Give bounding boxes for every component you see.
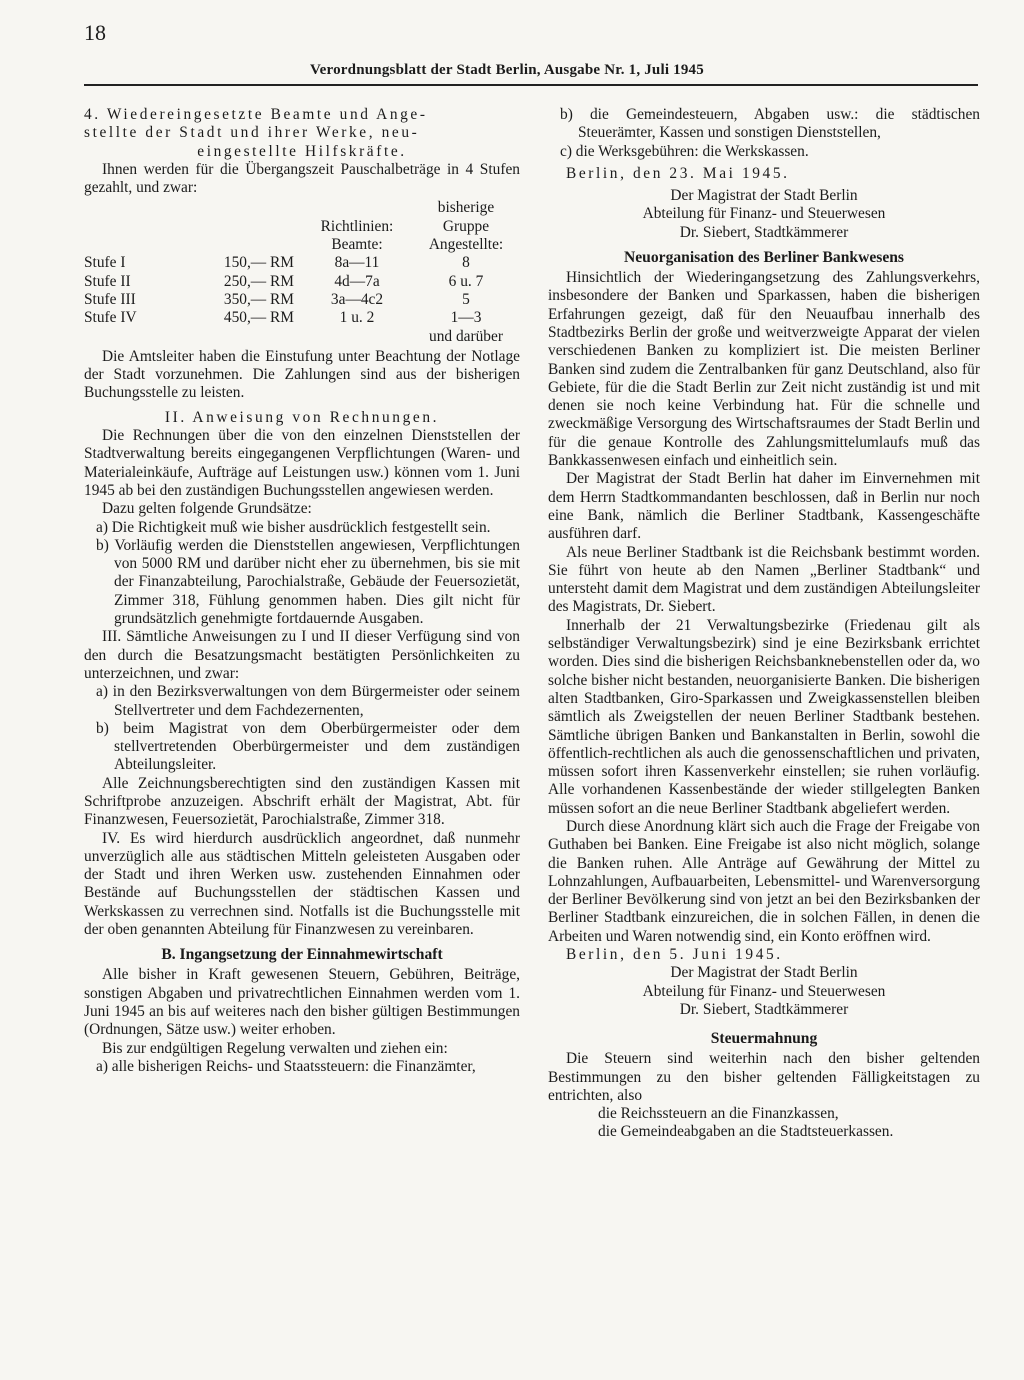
- header-gruppe: Gruppe: [442, 217, 490, 235]
- tax-list-line-1: die Reichssteuern an die Finanzkassen,: [598, 1105, 839, 1123]
- tax-paragraph: Die Steuern sind weiterhin nach den bisher geltenden Bestimmungen zu den bisher geltenden Fälligkeitstagen zu entrichten, also: [548, 1050, 980, 1104]
- bank-paragraph-1: Hinsichtlich der Wiederingangsetzung des Zahlungsverkehrs, insbesondere der Banken und Sparkassen, haben die bisherigen Erfahrungen gezeigt, daß für den Neuaufbau innerhalb des Stadtbezirks Berlin der große und weitverzweigte Apparat der vielen verschiedenen Banken zu kompliziert ist. Die meisten Berliner Banken sind zudem die Zentralbanken für ganz Deutschland, also für Gebiete, für die die Stadt Berlin zur Zeit nicht zuständig ist und mit denen sie noch keine Verbindung hat. Für die schnelle und zweckmäßige Versorgung des Wirtschaftsraumes der Stadt Berlin und für die genaue Kontrolle des Zahlungsmittelumlaufs muß das Bankkassenwesen einfach und einheitlich sein.: [548, 269, 980, 470]
- beamte-cell: 4d—7a: [334, 272, 380, 290]
- section-4-paragraph-2: Die Amtsleiter haben die Einstufung unter Beachtung der Notlage der Stadt vorzunehmen. Die Zahlungen sind aus der bisherigen Buchungsstelle zu leisten.: [84, 347, 520, 402]
- section-II-item-b: b) Vorläufig werden die Dienststellen angewiesen, Verpflichtungen von 5000 RM und darüber nicht eher zu übernehmen, bis sie mit der Finanzabteilung, Parochialstraße, Gebäude der Feuersozietät, Zimmer 318, Fühlung genommen haben. Dies gilt nicht für grundsätzlich genehmigte fortdauernde Ausgaben.: [96, 536, 520, 628]
- section-III-paragraph: III. Sämtliche Anweisungen zu I und II dieser Verfügung sind von den durch die Besatzungsmacht bestätigten Persönlichkeiten zu unterzeichnen, und zwar:: [84, 628, 520, 682]
- signature-1-line-3: Dr. Siebert, Stadtkämmerer: [679, 223, 849, 241]
- left-column: [84, 106, 520, 1076]
- stufen-table: [84, 199, 520, 345]
- bank-paragraph-4: Innerhalb der 21 Verwaltungsbezirke (Friedenau gilt als selbständiger Verwaltungsbezirk) sind je eine Bezirksbank errichtet worden. Dies sind die bisherigen Reichsbanknebenstellen oder da, wo solche bisher nicht bestanden, neuorganisierte Banken. Die bisherigen alten Stadtbanken, Giro-Sparkassen und Zweigkassenstellen bleiben sämtlich als Zweigstellen der neuen Berliner Stadtbank bestehen. Sämtliche übrigen Banken und Bankanstalten in Berlin, sowohl die öffentlich-rechtlichen als auch die genossenschaftlichen und privaten, müssen sofort ihren Kassenverkehr einstellen; sie ruhen vorläufig. Alle vorhandenen Kassenbestände der wieder stillgelegten Banken müssen sofort an die neue Berliner Stadtbank abgeliefert werden.: [548, 616, 980, 817]
- section-III-paragraph-2: Alle Zeichnungsberechtigten sind den zuständigen Kassen mit Schriftprobe anzuzeigen. Abschrift erhält der Magistrat, Abt. für Finanzwesen, Feuersozietät, Parochialstraße, Zimmer 318.: [84, 774, 520, 829]
- betrag-cell: 350,— RM: [223, 290, 294, 308]
- beamte-cell: 8a—11: [334, 254, 380, 272]
- bank-section-title: Neuorganisation des Berliner Bankwesens: [624, 249, 904, 267]
- table-row: [84, 309, 520, 327]
- betrag-cell: 250,— RM: [223, 272, 294, 290]
- running-title: Verordnungsblatt der Stadt Berlin, Ausgabe Nr. 1, Juli 1945: [310, 62, 704, 78]
- page-number: 18: [84, 20, 106, 45]
- angestellte-cell: 8: [462, 254, 470, 272]
- header-beamte: Beamte:: [331, 236, 383, 254]
- table-row: [84, 254, 520, 272]
- signature-2-line-2: Abteilung für Finanz- und Steuerwesen: [642, 982, 886, 1000]
- section-B-paragraph-1: Alle bisher in Kraft gewesenen Steuern, Gebühren, Beiträge, sonstigen Abgaben und privatrechtlichen Einnahmen werden vom 1. Juni 1945 an bis auf weiteres nach den bisher gültigen Bestimmungen (Ordnungen, Sätze usw.) weiter erhoben.: [84, 966, 520, 1039]
- section-4-title-line-2: stellte der Stadt und ihrer Werke, neu-: [84, 124, 420, 142]
- section-B-title: B. Ingangsetzung der Einnahmewirtschaft: [161, 946, 443, 964]
- date-line-1: Berlin, den 23. Mai 1945.: [566, 164, 790, 182]
- section-4-title-line-3: eingestellte Hilfskräfte.: [197, 142, 407, 160]
- date-line-2: Berlin, den 5. Juni 1945.: [566, 946, 783, 964]
- right-column: [548, 106, 980, 1142]
- continued-item-c: c) die Werksgebühren: die Werkskassen.: [560, 142, 809, 160]
- angestellte-cell: 6 u. 7: [448, 272, 484, 290]
- section-4-title-line-1: 4. Wiedereingesetzte Beamte und Ange-: [84, 106, 428, 123]
- signature-1-line-2: Abteilung für Finanz- und Steuerwesen: [642, 205, 886, 223]
- header-angestellte: Angestellte:: [428, 236, 504, 254]
- section-II-title: II. Anweisung von Rechnungen.: [164, 408, 440, 426]
- stufe-cell: Stufe I: [84, 254, 126, 272]
- betrag-cell: 450,— RM: [223, 309, 294, 327]
- signature-2-line-1: Der Magistrat der Stadt Berlin: [670, 964, 858, 982]
- table-footer: und darüber: [429, 327, 503, 345]
- section-III-item-a: a) in den Bezirksverwaltungen von dem Bürgermeister oder seinem Stellvertreter und dem Fachdezernenten,: [96, 683, 520, 719]
- signature-1-line-1: Der Magistrat der Stadt Berlin: [670, 187, 858, 205]
- section-II-paragraph-2: Dazu gelten folgende Grundsätze:: [102, 500, 312, 518]
- betrag-cell: 150,— RM: [223, 254, 294, 272]
- table-row: [84, 273, 520, 291]
- section-B-paragraph-2: Bis zur endgültigen Regelung verwalten und ziehen ein:: [102, 1039, 448, 1057]
- section-III-item-b: b) beim Magistrat von dem Oberbürgermeister oder dem stellvertretenden Oberbürgermeister und dem zuständigen Abteilungsleiter.: [96, 719, 520, 774]
- signature-2-line-3: Dr. Siebert, Stadtkämmerer: [679, 1000, 849, 1018]
- section-4-intro: Ihnen werden für die Übergangszeit Pauschalbeträge in 4 Stufen gezahlt, und zwar:: [84, 160, 520, 197]
- bank-paragraph-3: Als neue Berliner Stadtbank ist die Reichsbank bestimmt worden. Sie führt von heute ab den Namen „Berliner Stadtbank“ und untersteht damit dem Magistrat und dem zuständigen Abteilungsleiter des Magistrats, Dr. Siebert.: [548, 543, 980, 616]
- stufe-cell: Stufe III: [84, 290, 136, 308]
- header-bisherige: bisherige: [437, 199, 495, 217]
- header-rule: [84, 84, 978, 86]
- beamte-cell: 3a—4c2: [330, 290, 384, 308]
- tax-list-line-2: die Gemeindeabgaben an die Stadtsteuerkassen.: [598, 1123, 894, 1141]
- stufe-cell: Stufe IV: [84, 309, 137, 327]
- section-IV-paragraph: IV. Es wird hierdurch ausdrücklich angeordnet, daß nunmehr unverzüglich alle aus städtischen Mitteln geleisteten Ausgaben oder der Stadt und ihren Werken usw. zustehenden Einnahmen oder Bestände auf Buchungsstellen der städtischen Kassen und Werkskassen zu verrechnen sind. Notfalls ist die Buchungsstelle mit der oben genannten Abteilung für Finanzwesen zu vereinbaren.: [84, 829, 520, 939]
- header-richtlinien: Richtlinien:: [320, 217, 394, 235]
- angestellte-cell: 5: [462, 290, 470, 308]
- beamte-cell: 1 u. 2: [339, 309, 375, 327]
- section-II-item-a: a) Die Richtigkeit muß wie bisher ausdrücklich festgestellt sein.: [96, 518, 491, 536]
- stufe-cell: Stufe II: [84, 272, 131, 290]
- table-row: [84, 291, 520, 309]
- bank-paragraph-2: Der Magistrat der Stadt Berlin hat daher im Einvernehmen mit dem Herrn Stadtkommandanten beschlossen, daß in Berlin nur noch eine Bank, nämlich die Berliner Stadtbank, Kassengeschäfte ausführen darf.: [548, 470, 980, 543]
- continued-item-b: b) die Gemeindesteuern, Abgaben usw.: die städtischen Steuerämter, Kassen und sonstigen Dienststellen,: [560, 106, 980, 142]
- section-II-paragraph-1: Die Rechnungen über die von den einzelnen Dienststellen der Stadtverwaltung bereits eingegangenen Verpflichtungen (Waren- und Materialeinkäufe, Aufträge auf Leistungen usw.) können vom 1. Juni 1945 ab bei den zuständigen Buchungsstellen angewiesen werden.: [84, 427, 520, 499]
- angestellte-cell: 1—3: [450, 309, 482, 327]
- bank-paragraph-5: Durch diese Anordnung klärt sich auch die Frage der Freigabe von Guthaben bei Banken. Eine Freigabe ist also nicht möglich, solange die Banken ruhen. Alle Anträge auf Gewährung der Mittel zu Lohnzahlungen, Aufbauarbeiten, Lebensmittel- und Warenversorgung der Berliner Bevölkerung sind von jetzt an bei den Bezirksbanken der Berliner Stadtbank einzureichen, die in solchen Fällen, in denen die Arbeiten und Waren notwendig sind, ein Konto eröffnen wird.: [548, 817, 980, 945]
- tax-section-title: Steuermahnung: [710, 1030, 818, 1048]
- section-B-item-a: a) alle bisherigen Reichs- und Staatssteuern: die Finanzämter,: [96, 1057, 476, 1075]
